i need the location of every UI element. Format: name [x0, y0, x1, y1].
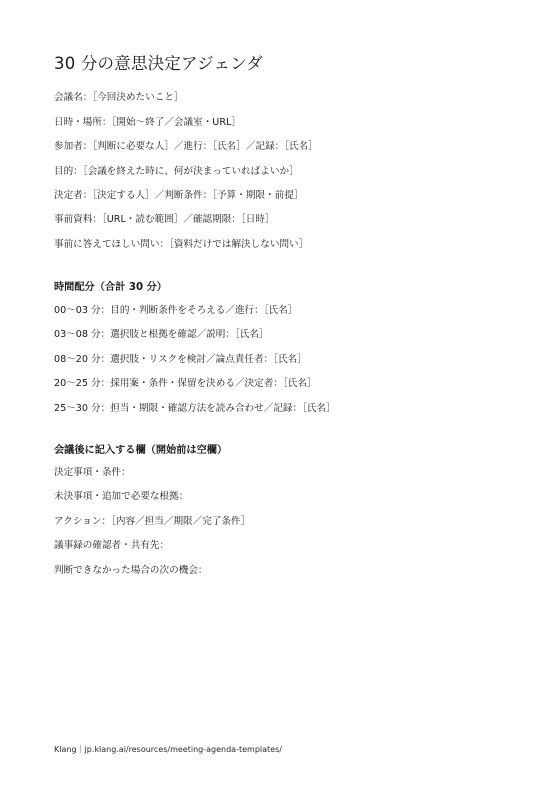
info-datetime-place: 日時・場所：［開始〜終了／会議室・URL］ [54, 117, 241, 128]
after-meeting-heading: 会議後に記入する欄（開始前は空欄） [54, 445, 228, 456]
schedule-item: 20〜25 分：採用案・条件・保留を決める／決定者：［氏名］ [54, 378, 317, 389]
after-next-chance: 判断できなかった場合の次の機会： [54, 565, 208, 576]
after-decisions: 決定事項・条件： [54, 467, 131, 478]
info-materials: 事前資料：［URL・読む範囲］／確認期限：［日時］ [54, 214, 275, 225]
schedule-item: 08〜20 分：選択肢・リスクを検討／論点責任者：［氏名］ [54, 354, 307, 365]
info-meeting-name: 会議名：［今回決めたいこと］ [54, 92, 184, 103]
after-actions: アクション：［内容／担当／期限／完了条件］ [54, 516, 251, 527]
info-purpose: 目的：［会議を終えた時に、何が決まっていればよいか］ [54, 166, 299, 177]
schedule-heading: 時間配分（合計 30 分） [54, 282, 167, 293]
page-footer: Klang｜jp.klang.ai/resources/meeting-agenda-templates/ [54, 745, 282, 754]
after-reviewer: 議事録の確認者・共有先： [54, 540, 170, 551]
info-questions: 事前に答えてほしい問い：［資料だけでは解決しない問い］ [54, 239, 309, 250]
after-open-issues: 未決事項・追加で必要な根拠： [54, 491, 189, 502]
page-title: 30 分の意思決定アジェンダ [54, 54, 263, 73]
schedule-item: 03〜08 分：選択肢と根拠を確認／説明：［氏名］ [54, 329, 269, 340]
info-decider: 決定者：［決定する人］／判断条件：［予算・期限・前提］ [54, 190, 304, 201]
schedule-item: 00〜03 分：目的・判断条件をそろえる／進行：［氏名］ [54, 305, 298, 316]
schedule-item: 25〜30 分：担当・期限・確認方法を読み合わせ／記録：［氏名］ [54, 403, 336, 414]
info-participants: 参加者：［判断に必要な人］／進行：［氏名］／記録：［氏名］ [54, 141, 318, 152]
